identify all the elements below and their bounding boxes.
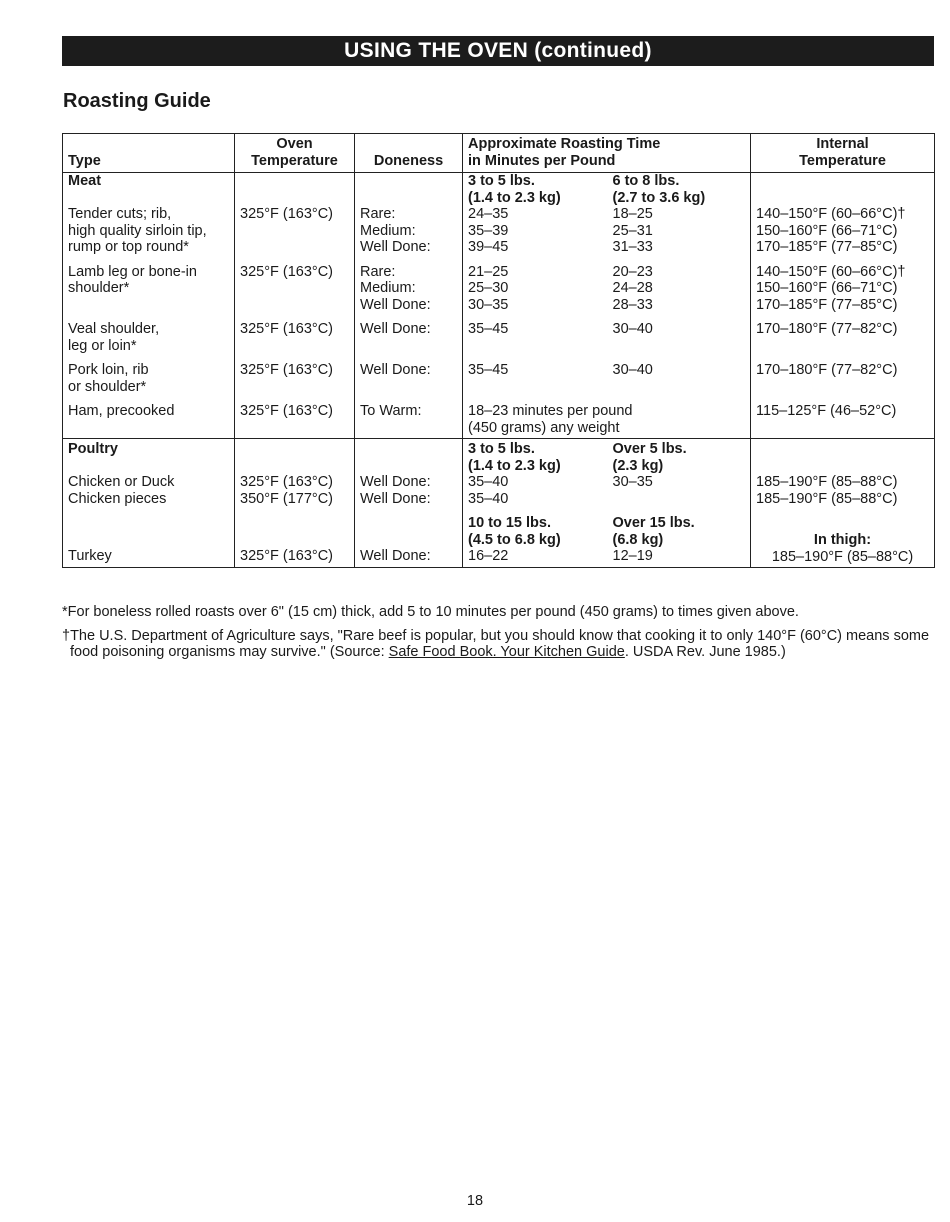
time-a-cell: 21–25 25–30 30–35	[468, 263, 509, 313]
time-cell: 18–23 minutes per pound (450 grams) any weight	[463, 395, 751, 439]
header-oven-temperature: Oven Temperature	[235, 134, 355, 173]
header-type: Type	[63, 134, 235, 173]
time-b-cell: 18–25 25–31 31–33	[608, 206, 751, 256]
roasting-guide-table	[62, 133, 935, 568]
doneness-cell: To Warm:	[355, 395, 463, 439]
internal-cell: 140–150°F (60–66°C)† 150–160°F (66–71°C) 170–185°F (77–85°C)	[751, 206, 935, 256]
header-doneness: Doneness	[355, 134, 463, 173]
time-a-cell: 24–35 35–39 39–45	[468, 206, 509, 255]
weight-range-b: 6 to 8 lbs. (2.7 to 3.6 kg)	[608, 173, 751, 207]
section-banner	[62, 36, 934, 66]
doneness-cell: Well Done:	[355, 354, 463, 395]
header-roasting-time: Approximate Roasting Time in Minutes per Pound	[463, 134, 751, 173]
time-a-cell: 35–45	[468, 321, 509, 337]
weight-range-b: Over 5 lbs. (2.3 kg)	[608, 439, 751, 475]
group-label-poultry: Poultry	[63, 439, 235, 475]
footnotes	[62, 604, 938, 668]
time-b-cell: 12–19	[608, 548, 751, 568]
time-b-cell: 20–23 24–28 28–33	[608, 256, 751, 314]
footnote-usda: †The U.S. Department of Agriculture says, "Rare beef is popular, but you should know that cooking it to only 140°F (60°C) means some food poisoning organisms may survive." (Source: Safe Food Book. Your Kitchen Guide. USDA Rev. June 1985.)	[62, 627, 930, 660]
table-row	[63, 439, 935, 475]
doneness-cell: Well Done:	[355, 313, 463, 354]
table-row	[63, 395, 935, 439]
table-row	[63, 206, 935, 256]
section-banner-title: USING THE OVEN (continued)	[344, 39, 652, 62]
time-a-cell: 16–22	[463, 548, 608, 568]
time-b-cell: 30–40	[608, 313, 751, 354]
oven-cell: 325°F (163°C)	[235, 395, 355, 439]
time-b-cell: 30–40	[608, 354, 751, 395]
footnote-boneless: *For boneless rolled roasts over 6" (15 cm) thick, add 5 to 10 minutes per pound (450 grams) to times given above.	[62, 604, 799, 620]
weight-range-a: 3 to 5 lbs. (1.4 to 2.3 kg)	[468, 441, 561, 474]
type-cell: Tender cuts; rib, high quality sirloin tip, rump or top round*	[63, 206, 235, 256]
type-cell: Turkey	[63, 548, 235, 568]
weight-range-b: Over 15 lbs. (6.8 kg)	[608, 507, 751, 548]
table-row	[63, 474, 935, 507]
time-a-cell: 35–45	[468, 362, 509, 378]
type-cell: Ham, precooked	[63, 395, 235, 439]
type-cell: Veal shoulder, leg or loin*	[63, 313, 235, 354]
type-cell: Pork loin, rib or shoulder*	[63, 354, 235, 395]
doneness-cell: Well Done:	[355, 548, 463, 568]
table-row	[63, 313, 935, 354]
internal-cell: 115–125°F (46–52°C)	[751, 395, 935, 439]
table-row	[63, 256, 935, 314]
group-label-meat: Meat	[63, 173, 235, 207]
internal-cell: 140–150°F (60–66°C)† 150–160°F (66–71°C) 170–185°F (77–85°C)	[751, 256, 935, 314]
internal-cell: 185–190°F (85–88°C) 185–190°F (85–88°C)	[751, 474, 935, 507]
oven-cell: 325°F (163°C)	[235, 206, 355, 256]
doneness-cell: Well Done: Well Done:	[355, 474, 463, 507]
oven-cell: 325°F (163°C)	[235, 354, 355, 395]
oven-cell: 325°F (163°C)	[235, 256, 355, 314]
type-cell: Chicken or Duck Chicken pieces	[63, 474, 235, 507]
table-header-row	[63, 134, 935, 173]
table-row	[63, 173, 935, 207]
time-b-cell: 30–35	[608, 474, 751, 507]
time-a-cell: 35–40 35–40	[468, 474, 509, 507]
page-title: Roasting Guide	[63, 90, 211, 112]
page-number: 18	[466, 1193, 484, 1209]
internal-cell: 170–180°F (77–82°C)	[751, 313, 935, 354]
header-internal-temperature: Internal Temperature	[751, 134, 935, 173]
table-row	[63, 354, 935, 395]
oven-cell: 325°F (163°C)	[235, 548, 355, 568]
type-cell: Lamb leg or bone-in shoulder*	[63, 256, 235, 314]
table-row	[63, 548, 935, 568]
weight-range-a: 10 to 15 lbs. (4.5 to 6.8 kg)	[468, 515, 561, 548]
source-title: Safe Food Book. Your Kitchen Guide	[388, 644, 625, 660]
doneness-cell: Rare: Medium: Well Done:	[355, 206, 463, 256]
doneness-cell: Rare: Medium: Well Done:	[355, 256, 463, 314]
weight-range-a: 3 to 5 lbs. (1.4 to 2.3 kg)	[468, 173, 561, 206]
internal-cell: 170–180°F (77–82°C)	[751, 354, 935, 395]
internal-cell: In thigh: 185–190°F (85–88°C)	[751, 548, 935, 568]
oven-cell: 325°F (163°C)	[235, 313, 355, 354]
oven-cell: 325°F (163°C) 350°F (177°C)	[235, 474, 355, 507]
